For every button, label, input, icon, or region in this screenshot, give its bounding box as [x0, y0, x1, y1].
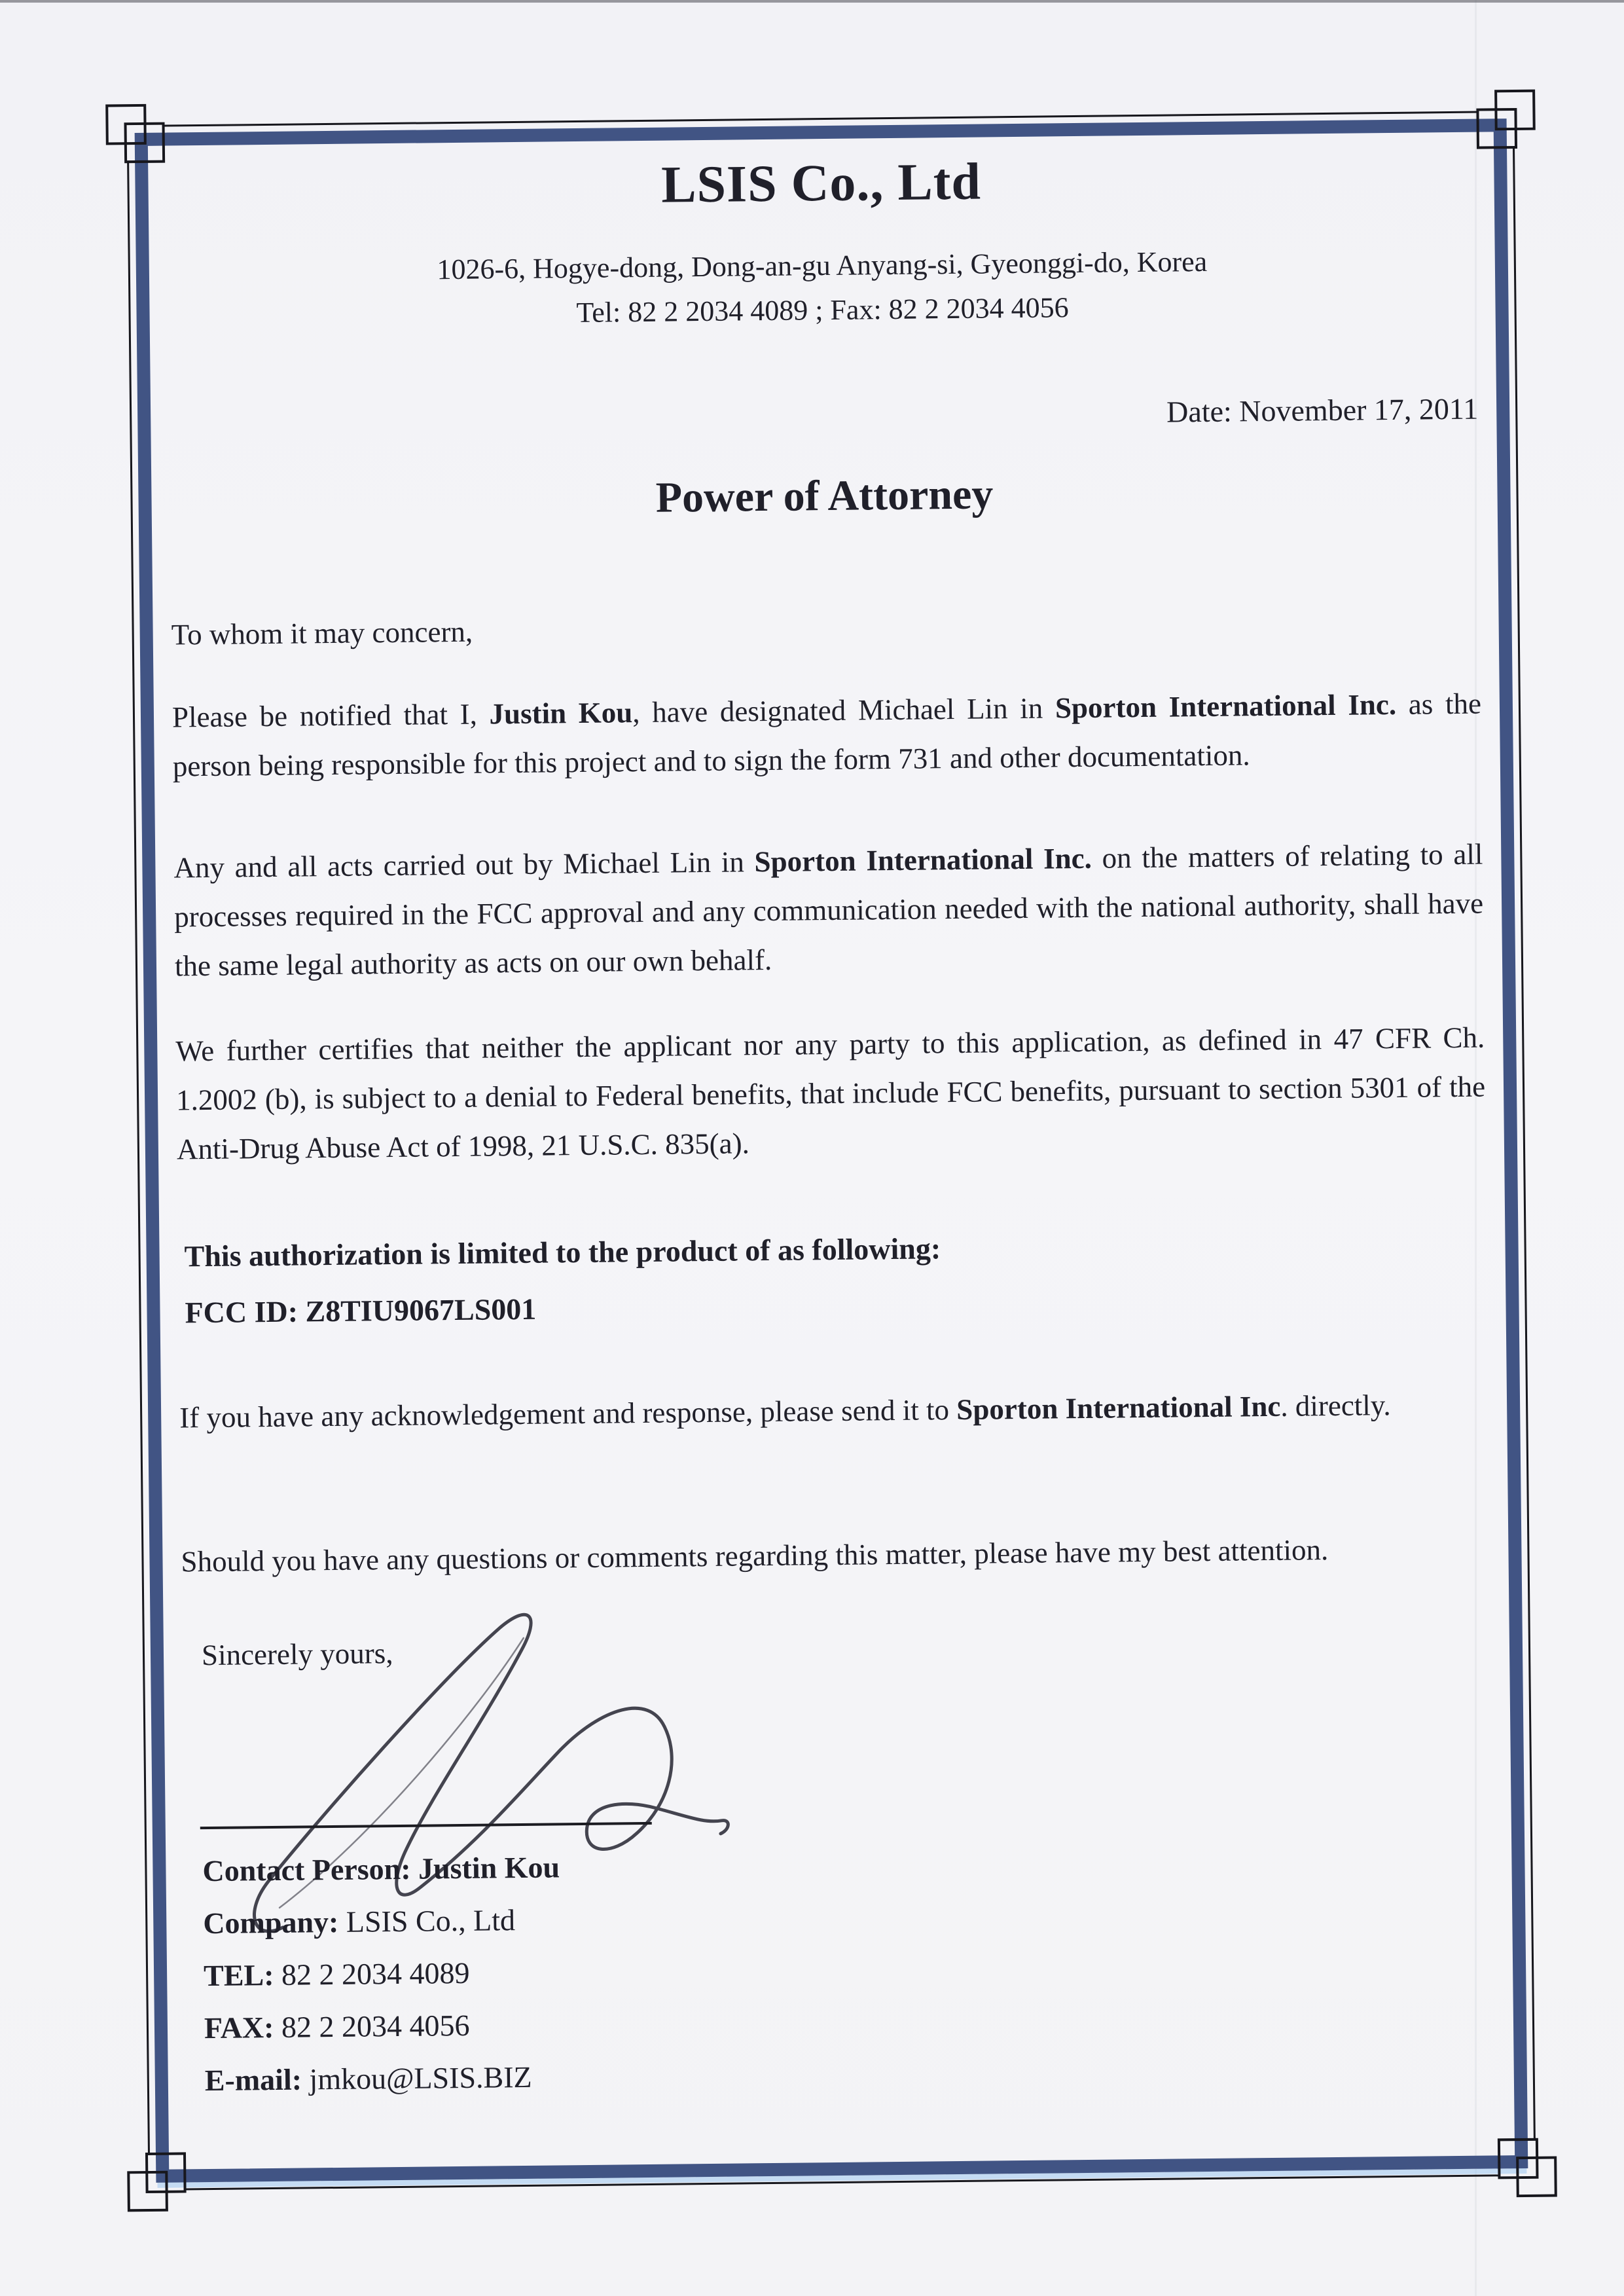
certificate-border-frame	[127, 111, 1536, 2191]
closing-salutation: Sincerely yours,	[201, 1637, 393, 1672]
corner-knot-icon	[1498, 2138, 1539, 2179]
contact-person-row	[202, 1841, 560, 1897]
company-title: LSIS Co., Ltd	[660, 153, 982, 214]
document-title: Power of Attorney	[655, 470, 994, 522]
contact-tel-row	[204, 1946, 561, 2002]
paragraph-questions: Should you have any questions or comments regarding this matter, please have my best attention.	[181, 1533, 1329, 1578]
contact-person-label: Contact Person:	[202, 1851, 411, 1888]
contact-block	[202, 1841, 562, 2107]
contact-email-value: jmkou@LSIS.BIZ	[309, 2060, 532, 2096]
corner-knot-icon	[145, 2152, 187, 2193]
fcc-id-line: FCC ID: Z8TIU9067LS001	[185, 1292, 537, 1330]
paragraph-designation: Please be notified that I, Justin Kou, have designated Michael Lin in Sporton International Inc. as the person being responsible for this project and to sign the form 731 and other documentation.	[171, 687, 1482, 783]
authorization-limit-line: This authorization is limited to the product of as following:	[184, 1231, 941, 1273]
contact-fax-value: 82 2 2034 4056	[281, 2008, 470, 2044]
date-line: Date: November 17, 2011	[1166, 392, 1479, 429]
contact-company-row	[203, 1893, 560, 1950]
corner-knot-icon	[1476, 108, 1517, 149]
signature-line	[200, 1822, 652, 1829]
paragraph-authority: Any and all acts carried out by Michael Lin in Sporton International Inc. on the matters of relating to all processes required in the FCC approval and any communication needed with the national authority, shall have the same legal authority as acts on our own behalf.	[173, 837, 1484, 983]
contact-tel-value: 82 2 2034 4089	[281, 1956, 470, 1992]
contact-tel-label: TEL:	[203, 1958, 274, 1993]
contact-person-value: Justin Kou	[418, 1850, 560, 1886]
letter-content	[166, 111, 1497, 2191]
contact-fax-label: FAX:	[204, 2010, 274, 2045]
paragraph-response: If you have any acknowledgement and response, please send it to Sporton International Inc. directly.	[179, 1389, 1391, 1434]
scanner-edge-artifact	[0, 0, 1624, 3]
paragraph-certification: We further certifies that neither the applicant nor any party to this application, as defined in 47 CFR Ch. 1.2002 (b), is subject to a denial to Federal benefits, that include FCC benefits, pursuant to section 5301 of the Anti-Drug Abuse Act of 1998, 21 U.S.C. 835(a).	[175, 1021, 1486, 1166]
contact-email-row	[204, 2050, 562, 2107]
company-address: 1026-6, Hogye-dong, Dong-an-gu Anyang-si, Gyeonggi-do, Korea	[437, 245, 1208, 286]
company-tel-fax: Tel: 82 2 2034 4089 ; Fax: 82 2 2034 4056	[576, 291, 1069, 329]
salutation: To whom it may concern,	[171, 615, 473, 651]
contact-company-label: Company:	[203, 1904, 339, 1941]
contact-email-label: E-mail:	[204, 2062, 302, 2098]
corner-knot-icon	[124, 122, 165, 164]
contact-company-value: LSIS Co., Ltd	[346, 1903, 516, 1939]
contact-fax-row	[204, 1998, 562, 2054]
